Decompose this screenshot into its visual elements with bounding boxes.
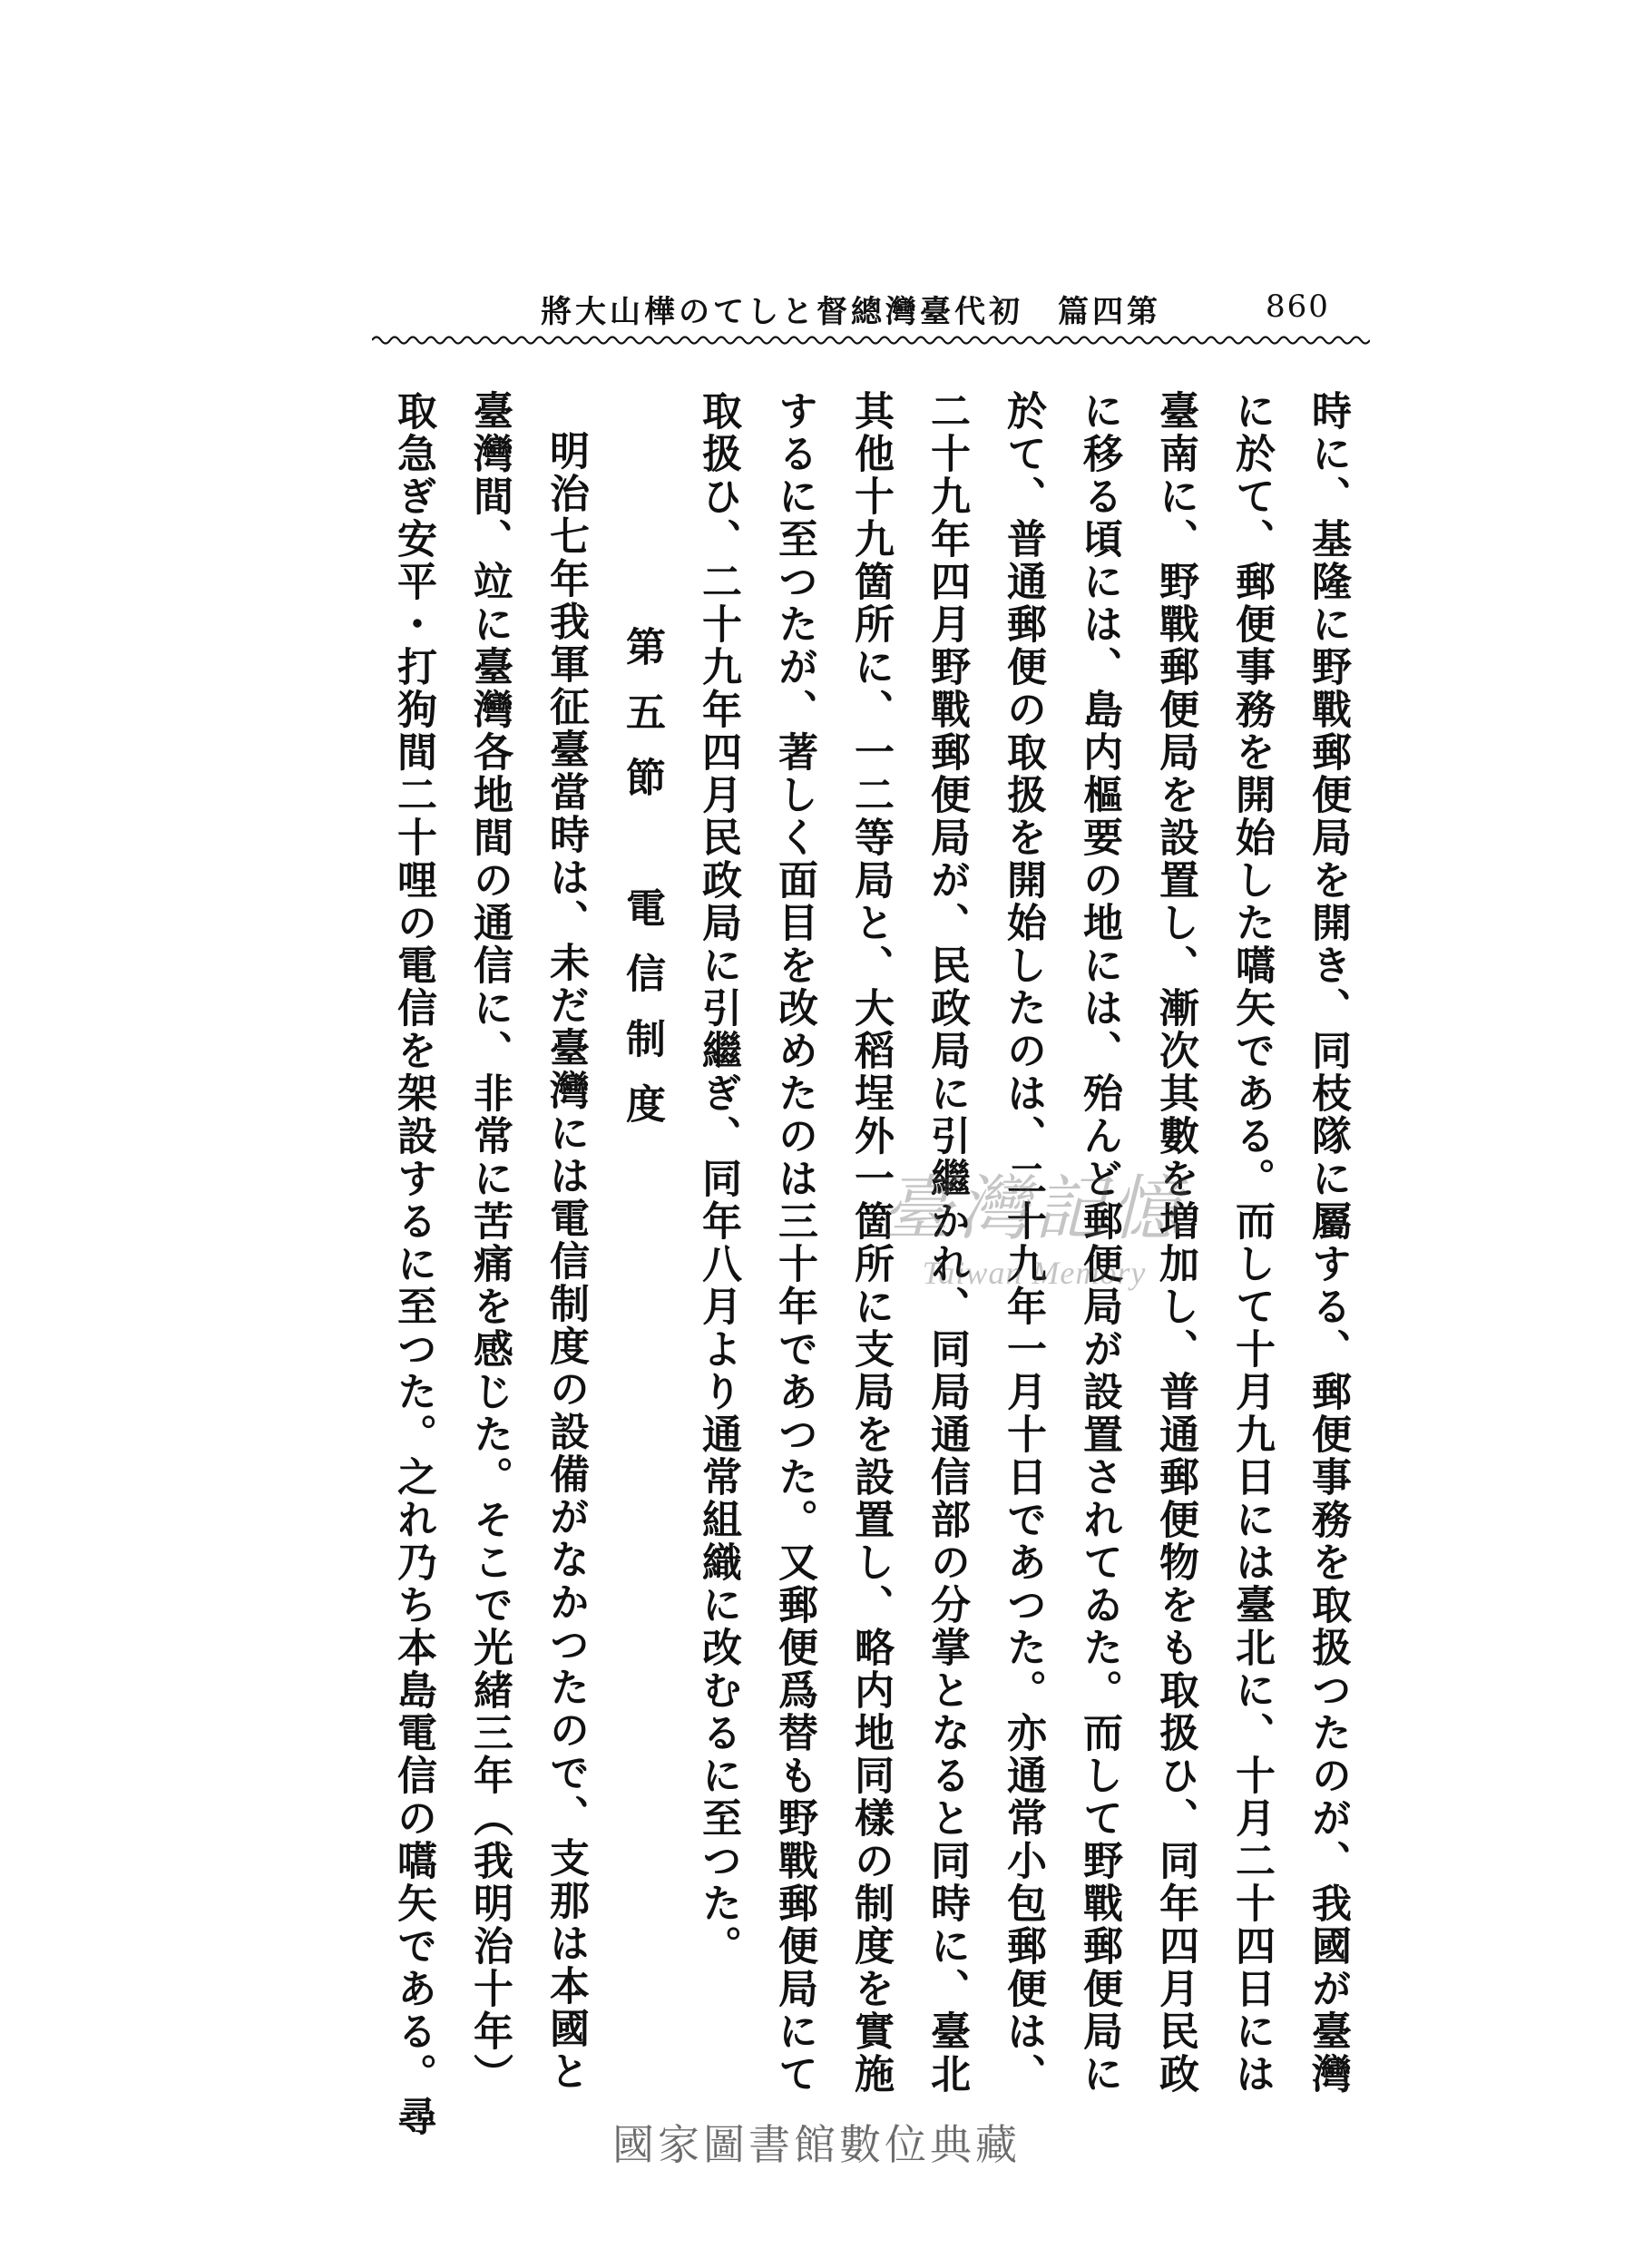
- text-column: に移る頃には、島内樞要の地には、殆んど郵便局が設置されてゐた。而して野戰郵便局に: [1076, 390, 1122, 2096]
- text-column: 二十九年四月野戰郵便局が、民政局に引繼かれ、同局通信部の分掌となると同時に、臺北: [924, 390, 970, 2096]
- text-column: するに至つたが、著しく面目を改めたのは三十年であつた。又郵便爲替も野戰郵便局にて: [771, 390, 817, 2096]
- footer-archive-label: 國家圖書館數位典藏: [612, 2120, 1021, 2169]
- text-column: 明治七年我軍征臺當時は、未だ臺灣には電信制度の設備がなかつたので、支那は本國と: [543, 430, 589, 2093]
- text-column: に於て、郵便事務を開始した嚆矢である。而して十月九日には臺北に、十月二十四日には: [1228, 390, 1275, 2096]
- text-column: 臺南に、野戰郵便局を設置し、漸次其數を増加し、普通郵便物をも取扱ひ、同年四月民政: [1152, 390, 1198, 2096]
- page-number: 860: [1266, 288, 1330, 325]
- text-column: 時に、基隆に野戰郵便局を開き、同枝隊に屬する、郵便事務を取扱つたのが、我國が臺灣: [1305, 390, 1351, 2096]
- section-heading: 第五節 電信制度: [619, 626, 665, 1149]
- watermark-chinese: 臺灣記憶: [881, 1168, 1187, 1250]
- wavy-divider-rule: [372, 334, 1370, 347]
- watermark-english: Taiwan Memory: [922, 1255, 1147, 1291]
- text-column: 於て、普通郵便の取扱を開始したのは、二十九年一月十日であつた。亦通常小包郵便は、: [1000, 390, 1046, 2096]
- text-column: 臺灣間、竝に臺灣各地間の通信に、非常に苦痛を感じた。そこで光緒三年（我明治十年）: [466, 390, 513, 2096]
- text-column: 取扱ひ、二十九年四月民政局に引繼ぎ、同年八月より通常組織に改むるに至つた。: [695, 390, 741, 1968]
- running-head: 第四篇 初代臺灣總督としての樺山大將: [541, 294, 1161, 330]
- vertical-body-text: [358, 390, 1365, 2138]
- text-column: 取急ぎ安平・打狗間二十哩の電信を架設するに至つた。之れ乃ち本島電信の嚆矢である。尋: [390, 390, 436, 2138]
- text-column: 其他十九箇所に、一二等局と、大稻埕外一箇所に支局を設置し、略内地同樣の制度を實施: [847, 390, 894, 2096]
